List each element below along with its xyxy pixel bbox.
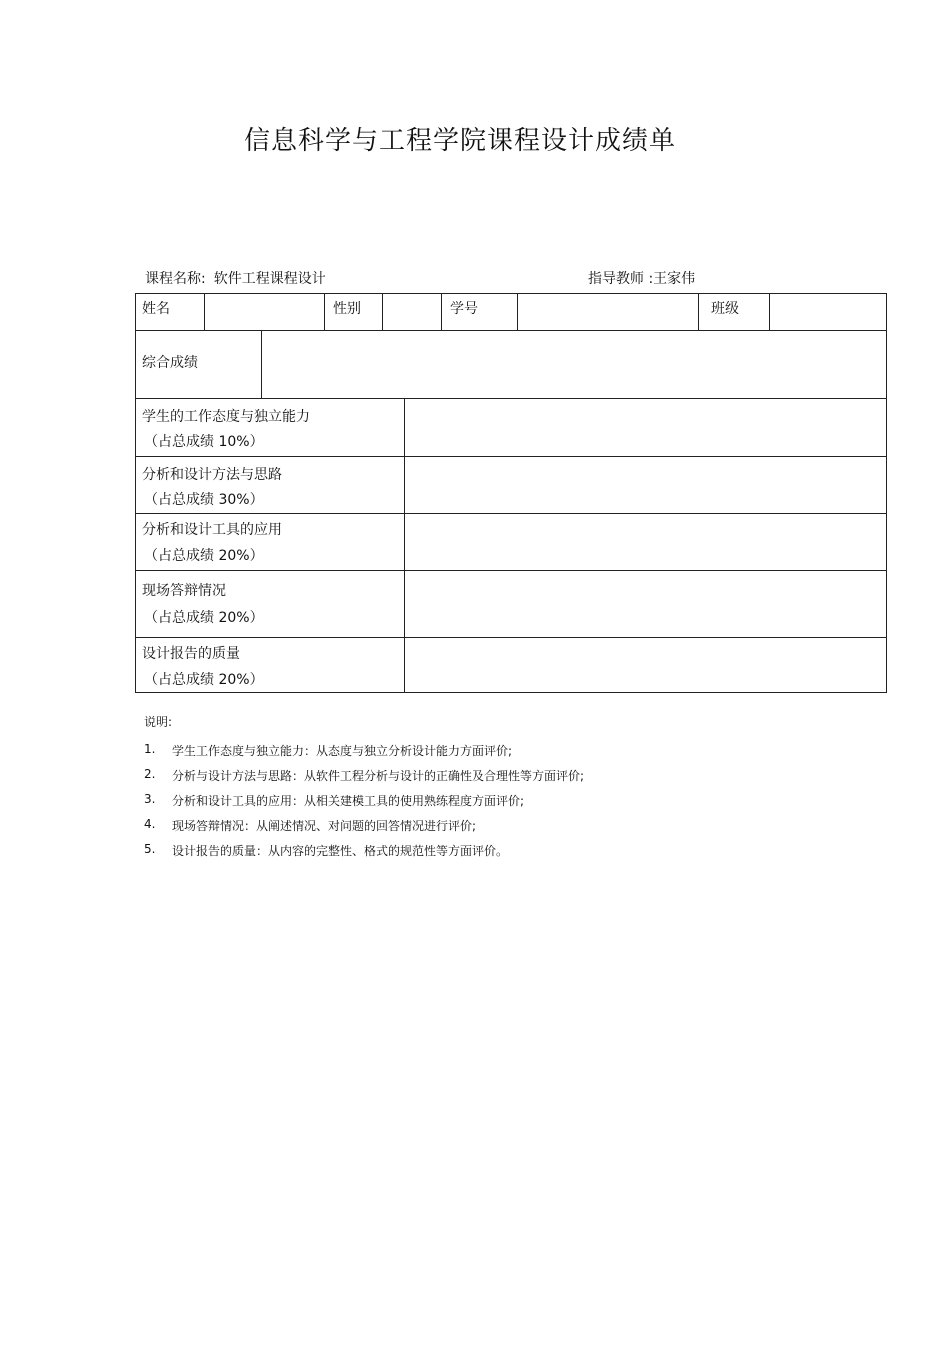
note-text: 分析和设计工具的应用：从相关建模工具的使用熟练程度方面评价; [172,794,525,808]
criteria-score-field[interactable] [405,571,886,637]
criteria-name: 学生的工作态度与独立能力 [142,409,310,425]
criteria-weight: （占总成绩 10%） [144,434,264,450]
criteria-score-field[interactable] [405,399,886,456]
criteria-row [135,456,887,514]
note-item [144,817,584,842]
course-label: 课程名称: [145,271,206,287]
gender-label: 性别 [333,301,361,317]
note-number: 2. [144,767,156,781]
class-label: 班级 [711,301,739,317]
note-number: 5. [144,842,156,856]
criteria-weight: （占总成绩 20%） [144,610,264,626]
criteria-name: 分析和设计工具的应用 [142,522,282,538]
overall-grade-field[interactable] [262,331,886,398]
criteria-name: 设计报告的质量 [142,646,240,662]
course-value: 软件工程课程设计 [213,271,326,287]
teacher-info [588,268,695,288]
criteria-score-field[interactable] [405,457,886,513]
notes-heading: 说明: [144,715,173,729]
note-number: 1. [144,742,156,756]
page-title: 信息科学与工程学院课程设计成绩单 [243,126,676,156]
name-label: 姓名 [142,301,170,317]
gender-field[interactable] [383,294,441,330]
course-info [145,268,326,288]
teacher-label: 指导教师 [588,271,644,287]
note-item [144,792,584,817]
note-item [144,767,584,792]
criteria-weight: （占总成绩 30%） [144,492,264,508]
student-id-field[interactable] [518,294,698,330]
note-text: 现场答辩情况：从阐述情况、对问题的回答情况进行评价; [172,819,477,833]
note-number: 3. [144,792,156,806]
criteria-score-field[interactable] [405,514,886,570]
student-info-row [135,293,887,331]
note-item [144,842,584,867]
criteria-name: 现场答辩情况 [142,583,226,599]
criteria-name: 分析和设计方法与思路 [142,467,282,483]
overall-label: 综合成绩 [142,355,198,371]
criteria-row [135,637,887,693]
teacher-value: :王家伟 [648,271,696,287]
note-item [144,742,584,767]
name-field[interactable] [205,294,324,330]
note-number: 4. [144,817,156,831]
note-text: 设计报告的质量：从内容的完整性、格式的规范性等方面评价。 [172,844,509,858]
criteria-row [135,398,887,457]
notes-section [144,713,584,867]
student-id-label: 学号 [450,301,478,317]
note-text: 学生工作态度与独立能力：从态度与独立分析设计能力方面评价; [172,744,513,758]
grade-table [135,293,889,693]
note-text: 分析与设计方法与思路：从软件工程分析与设计的正确性及合理性等方面评价; [172,769,585,783]
criteria-weight: （占总成绩 20%） [144,548,264,564]
class-field[interactable] [770,294,886,330]
overall-grade-row [135,330,887,399]
criteria-row [135,570,887,638]
criteria-row [135,513,887,571]
criteria-weight: （占总成绩 20%） [144,672,264,688]
criteria-score-field[interactable] [405,638,886,692]
